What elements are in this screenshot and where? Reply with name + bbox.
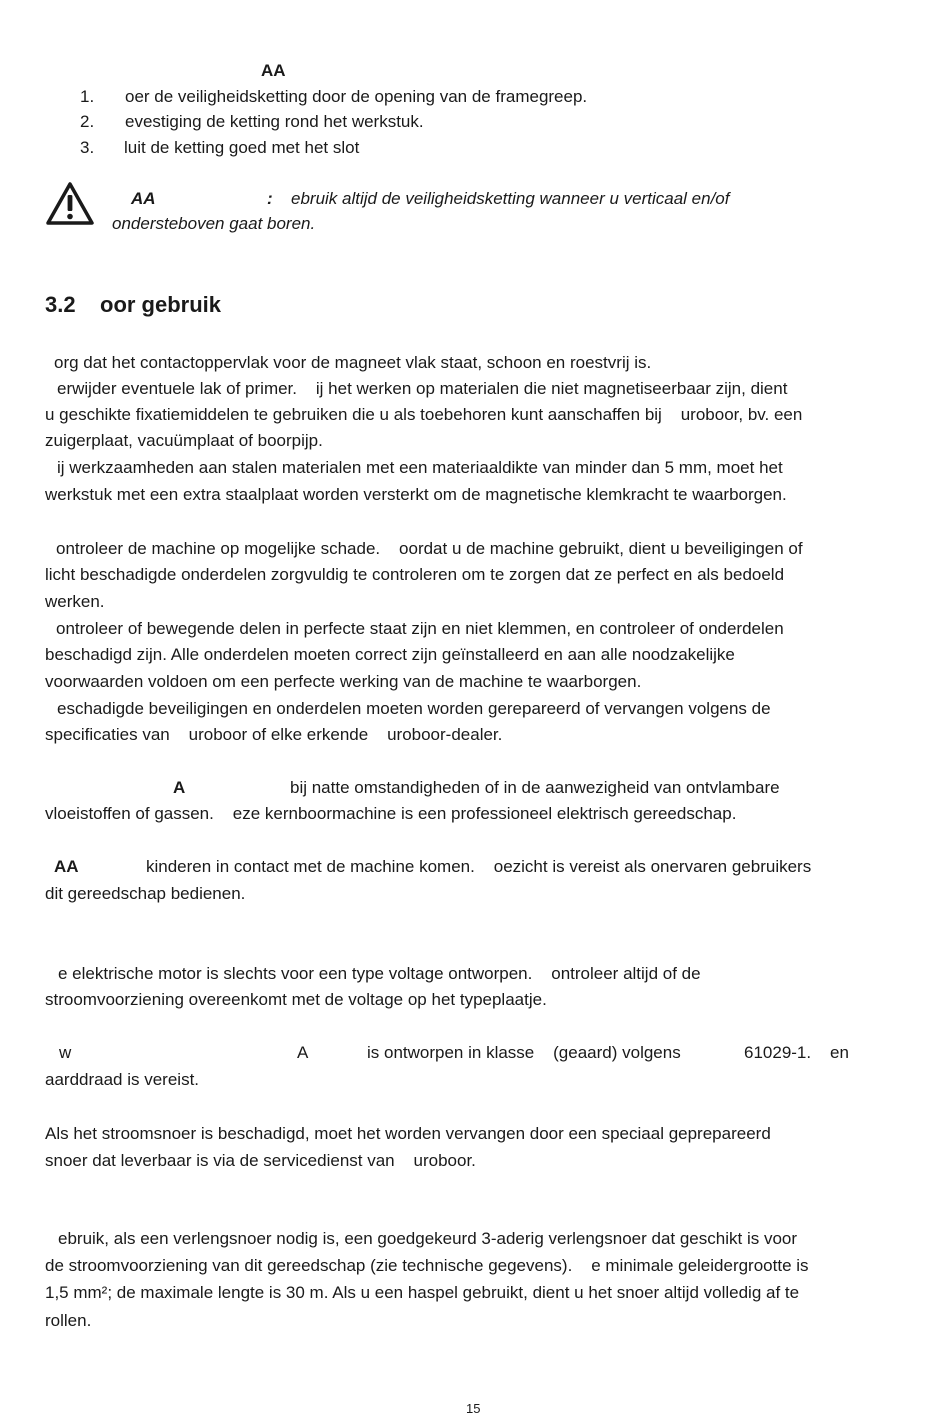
paragraph-4-line-2: dit gereedschap bedienen. xyxy=(45,884,246,903)
warning-text-line-2: ondersteboven gaat boren. xyxy=(112,214,316,233)
paragraph-1-line-3: u geschikte fixatiemiddelen te gebruiken die u als toebehoren kunt aanschaffen bij uroboor, bv. een xyxy=(45,405,803,424)
paragraph-5-line-2: stroomvoorziening overeenkomt met de voltage op het typeplaatje. xyxy=(45,990,547,1009)
paragraph-7-line-1: Als het stroomsnoer is beschadigd, moet het worden vervangen door een speciaal geprepareerd xyxy=(45,1124,771,1143)
paragraph-3-line-2: vloeistoffen of gassen. eze kernboormachine is een professioneel elektrisch gereedschap. xyxy=(45,804,737,823)
paragraph-2-line-3: werken. xyxy=(45,592,105,611)
paragraph-6-standard: 61029-1. en xyxy=(744,1043,849,1062)
paragraph-5-line-1: e elektrische motor is slechts voor een type voltage ontworpen. ontroleer altijd of de xyxy=(58,964,701,983)
paragraph-4-bold-fragment: AA xyxy=(54,857,79,876)
paragraph-8-line-1: ebruik, als een verlengsnoer nodig is, een goedgekeurd 3-aderig verlengsnoer dat geschikt is voor xyxy=(58,1229,798,1248)
paragraph-3-line-1: bij natte omstandigheden of in de aanwezigheid van ontvlambare xyxy=(290,778,780,797)
top-heading: AA xyxy=(261,61,286,80)
section-title: oor gebruik xyxy=(100,292,222,317)
warning-label: AA xyxy=(131,189,156,208)
paragraph-6-fragment-a: A xyxy=(297,1043,309,1062)
step-3-text: luit de ketting goed met het slot xyxy=(124,138,360,157)
paragraph-2-line-5: beschadigd zijn. Alle onderdelen moeten correct zijn geïnstalleerd en aan alle noodzakelijke xyxy=(45,645,735,664)
paragraph-3-bold-fragment: A xyxy=(173,778,186,797)
paragraph-1-line-6: werkstuk met een extra staalplaat worden versterkt om de magnetische klemkracht te waarborgen. xyxy=(45,485,787,504)
paragraph-2-line-1: ontroleer de machine op mogelijke schade. oordat u de machine gebruikt, dient u beveiligingen of xyxy=(56,539,803,558)
step-2-number: 2. xyxy=(80,112,95,131)
warning-text-line-1: ebruik altijd de veiligheidsketting wanneer u verticaal en/of xyxy=(291,189,730,208)
step-2-text: evestiging de ketting rond het werkstuk. xyxy=(125,112,424,131)
paragraph-2-line-4: ontroleer of bewegende delen in perfecte staat zijn en niet klemmen, en controleer of onderdelen xyxy=(56,619,784,638)
paragraph-2-line-8: specificaties van uroboor of elke erkende uroboor-dealer. xyxy=(45,725,503,744)
paragraph-1-line-4: zuigerplaat, vacuümplaat of boorpijp. xyxy=(45,431,323,450)
warning-colon: : xyxy=(267,189,273,208)
step-1-text: oer de veiligheidsketting door de opening van de framegreep. xyxy=(125,87,588,106)
paragraph-2-line-7: eschadigde beveiligingen en onderdelen moeten worden gerepareerd of vervangen volgens de xyxy=(57,699,771,718)
paragraph-6-line-2: aarddraad is vereist. xyxy=(45,1070,200,1089)
paragraph-1-line-5: ij werkzaamheden aan stalen materialen met een materiaaldikte van minder dan 5 mm, moet het xyxy=(57,458,783,477)
paragraph-6-line-1: is ontworpen in klasse (geaard) volgens xyxy=(367,1043,681,1062)
warning-triangle-icon xyxy=(45,181,95,227)
paragraph-7-line-2: snoer dat leverbaar is via de servicedienst van uroboor. xyxy=(45,1151,476,1170)
paragraph-4-line-1: kinderen in contact met de machine komen. oezicht is vereist als onervaren gebruikers xyxy=(146,857,812,876)
paragraph-8-line-4: rollen. xyxy=(45,1311,92,1330)
paragraph-8-line-3: 1,5 mm²; de maximale lengte is 30 m. Als u een haspel gebruikt, dient u het snoer altijd volledig af te xyxy=(45,1283,800,1302)
paragraph-8-line-2: de stroomvoorziening van dit gereedschap (zie technische gegevens). e minimale geleidergrootte is xyxy=(45,1256,809,1275)
step-1-number: 1. xyxy=(80,87,95,106)
page-number: 15 xyxy=(466,1401,481,1416)
paragraph-6-fragment-w: w xyxy=(59,1043,72,1062)
paragraph-2-line-6: voorwaarden voldoen om een perfecte werking van de machine te waarborgen. xyxy=(45,672,642,691)
paragraph-1-line-2: erwijder eventuele lak of primer. ij het werken op materialen die niet magnetiseerbaar zijn, dient xyxy=(57,379,788,398)
section-number: 3.2 xyxy=(45,292,76,317)
step-3-number: 3. xyxy=(80,138,95,157)
paragraph-2-line-2: licht beschadigde onderdelen zorgvuldig te controleren om te zorgen dat ze perfect en als bedoeld xyxy=(45,565,785,584)
paragraph-1-line-1: org dat het contactoppervlak voor de magneet vlak staat, schoon en roestvrij is. xyxy=(54,353,652,372)
